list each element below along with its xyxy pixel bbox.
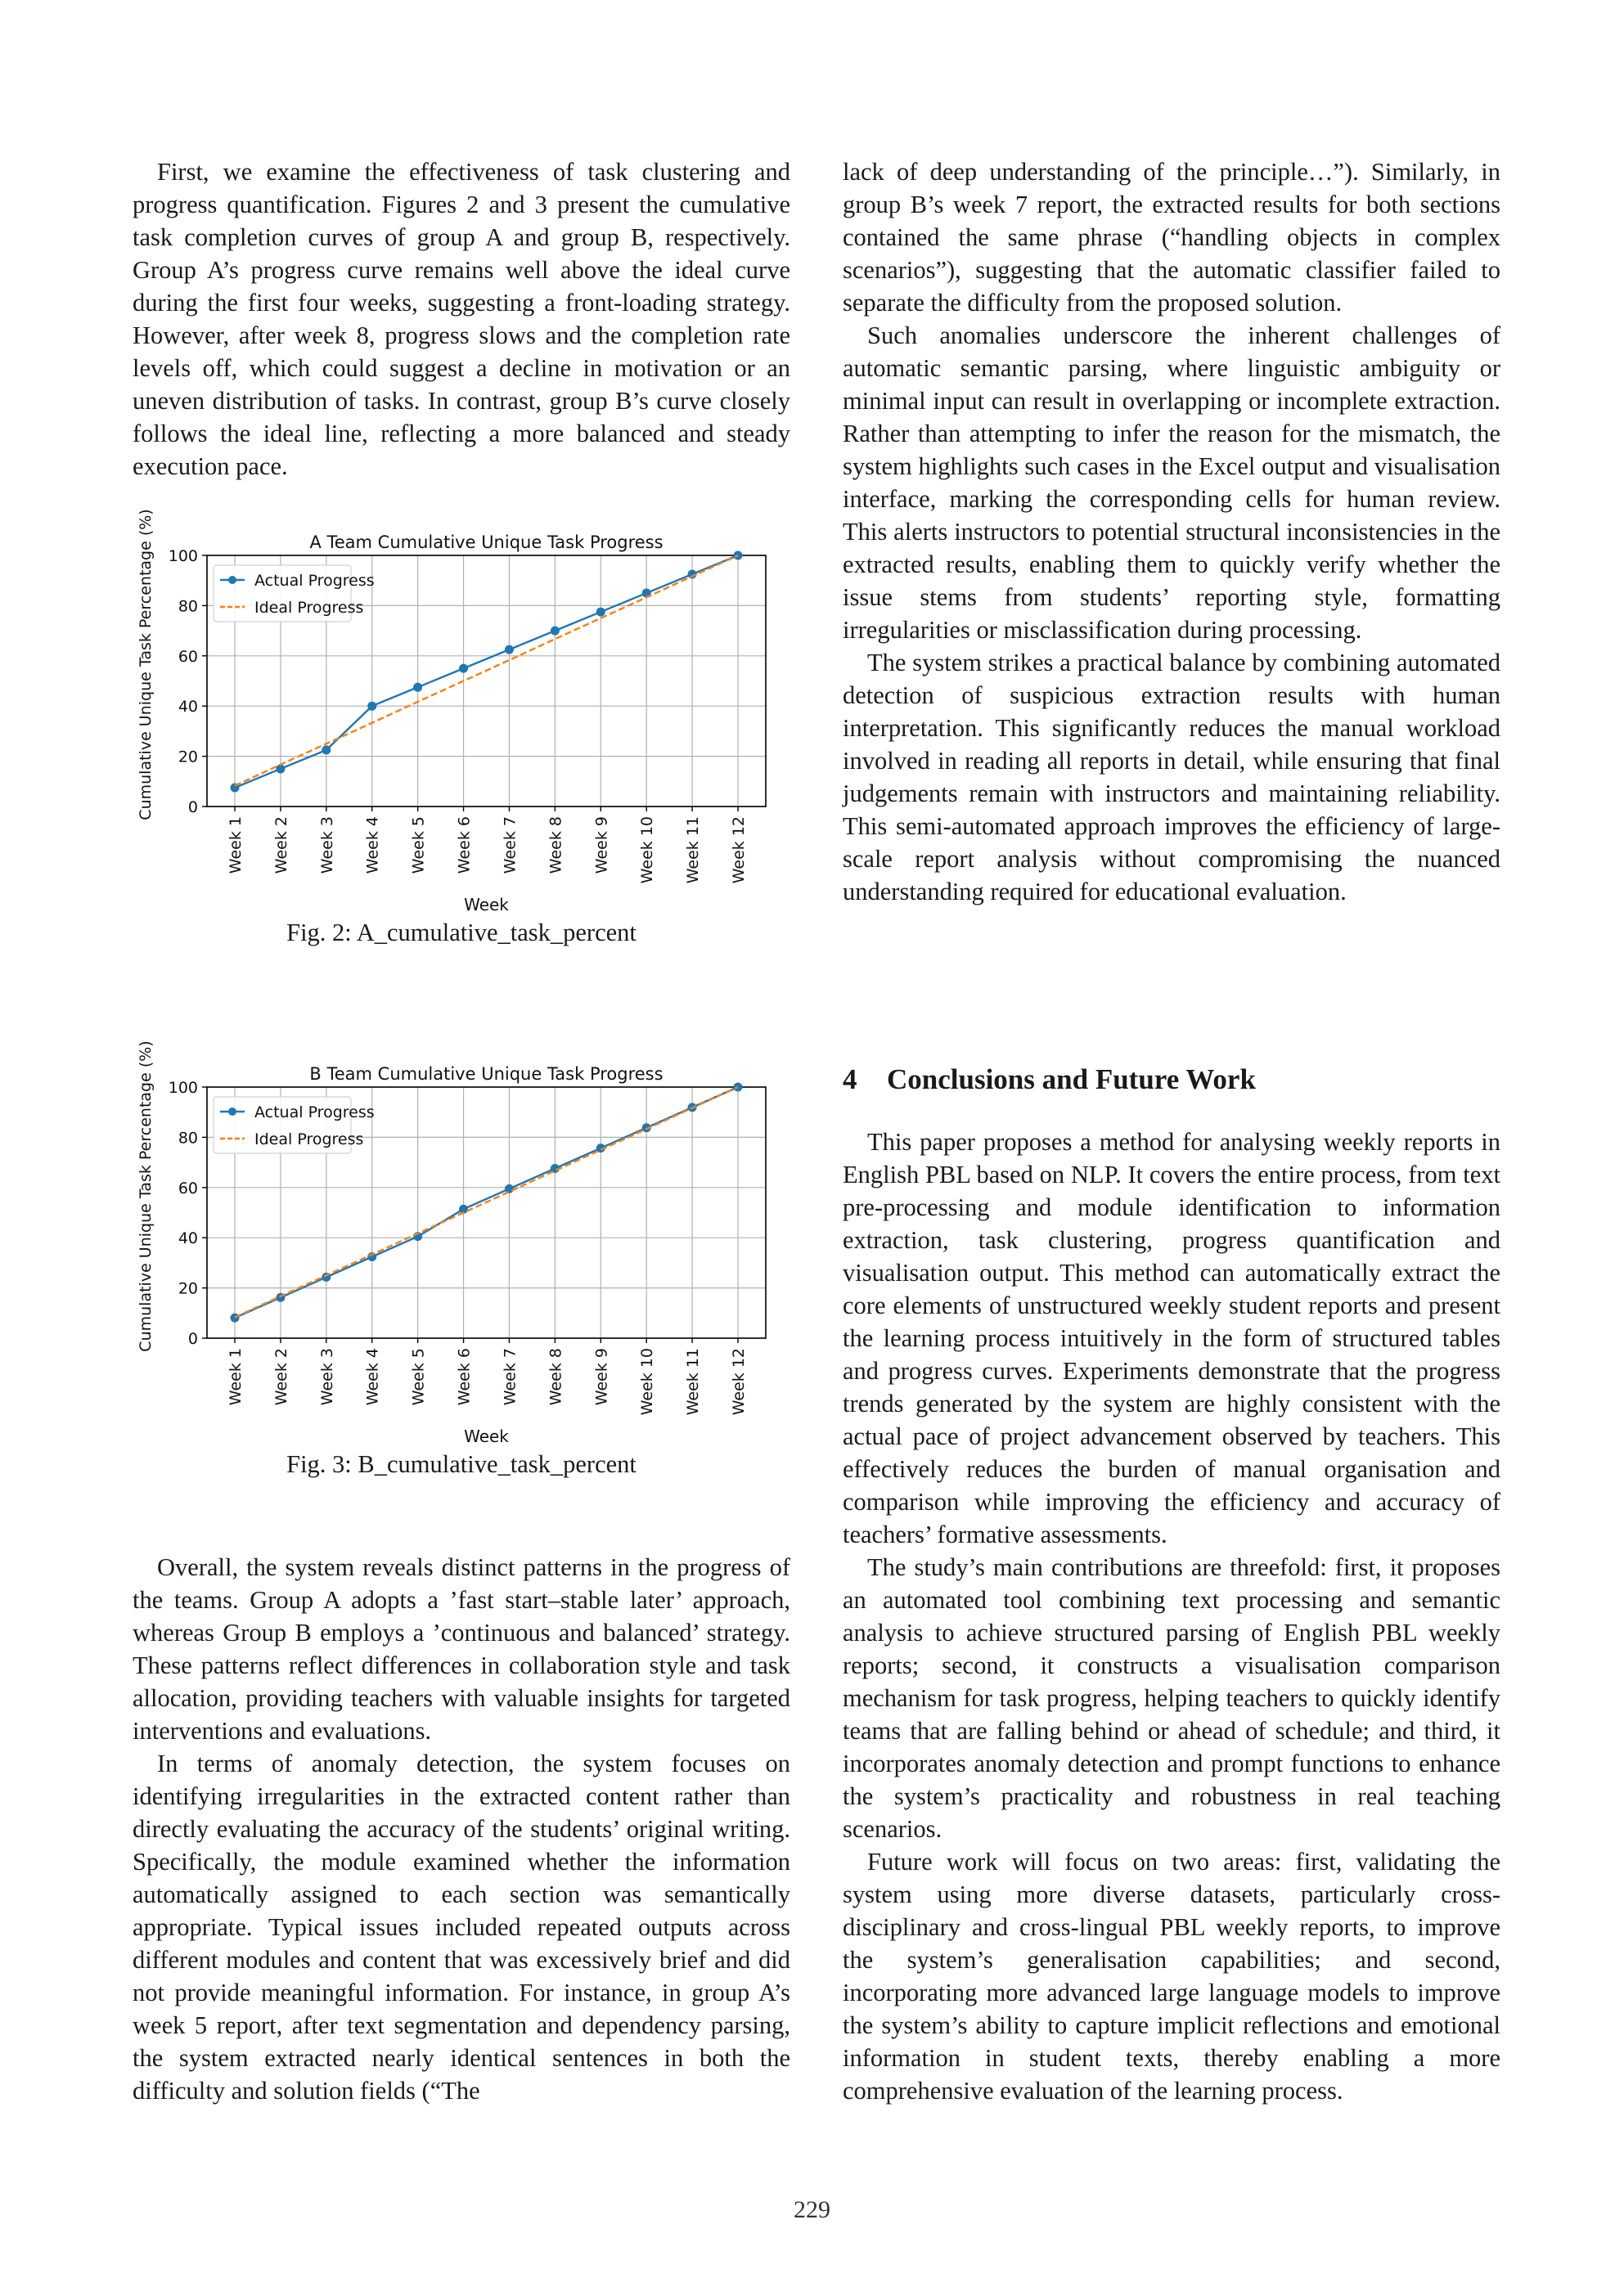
x-tick-label: Week 1 [227, 816, 245, 874]
y-tick-label: 40 [178, 1229, 198, 1248]
paragraph-future-work: Future work will focus on two areas: first, validating the system using more diverse datasets, particularly cross-disciplinary and cross-lingual PBL weekly reports, to improve the system’s generalisation capabilities; and second, incorporating more advanced large language models to improve the system’s ability to capture implicit reflections and emotional information in student texts, thereby enabling a more comprehensive evaluation of the learning process. [843, 1848, 1500, 2105]
x-tick-label: Week 9 [592, 1348, 611, 1406]
x-tick-label: Week 5 [409, 816, 428, 874]
y-tick-label: 20 [178, 1279, 198, 1298]
x-tick-label: Week 12 [730, 1348, 748, 1416]
paragraph-overall-patterns: Overall, the system reveals distinct patterns in the progress of the teams. Group A adopts a ’fast start–stable later’ approach, whereas Group B employs a ’continuous and balanced’ strategy. These patterns reflect differences in collaboration style and task allocation, providing teachers with valuable insights for targeted interventions and evaluations. [133, 1553, 790, 1745]
legend-label: Actual Progress [254, 1103, 375, 1121]
y-tick-label: 60 [178, 1179, 198, 1197]
y-tick-label: 80 [178, 597, 198, 616]
section-heading [843, 1062, 1500, 1098]
legend [214, 565, 375, 622]
x-tick-label: Week 12 [730, 816, 748, 884]
x-tick-label: Week 7 [501, 1348, 520, 1406]
x-tick-label: Week 11 [684, 816, 703, 884]
figure-2 [133, 507, 790, 949]
y-tick-label: 0 [187, 798, 198, 816]
data-point [505, 1184, 514, 1193]
left-column-top [133, 155, 790, 483]
x-tick-label: Week 10 [638, 1348, 657, 1416]
x-tick-label: Week 5 [409, 1348, 428, 1406]
section-4 [843, 1062, 1500, 1098]
x-tick-label: Week 2 [272, 816, 290, 874]
x-tick-label: Week 8 [547, 816, 565, 874]
paragraph-contributions: The study’s main contributions are threefold: first, it proposes an automated tool combining text processing and semantic analysis to achieve structured parsing of English PBL weekly reports; second, it constructs a visualisation comparison mechanism for task progress, helping teachers to quickly identify teams that are falling behind or ahead of schedule; and third, it incorporates anomaly detection and prompt functions to enhance the system’s practicality and robustness in real teaching scenarios. [843, 1553, 1500, 1843]
y-tick-label: 40 [178, 698, 198, 717]
legend-label: Ideal Progress [254, 1130, 364, 1148]
y-axis [169, 547, 207, 816]
y-tick-label: 100 [168, 1079, 198, 1097]
data-point [231, 1314, 240, 1323]
legend [214, 1097, 375, 1153]
left-column-bottom [133, 1551, 790, 2107]
data-point [367, 702, 376, 711]
page-number: 229 [794, 2196, 830, 2223]
chart-b-team-progress [133, 1039, 790, 1446]
x-tick-label: Week 4 [363, 816, 382, 874]
y-axis-label: Cumulative Unique Task Percentage (%) [137, 1040, 155, 1352]
y-tick-label: 60 [178, 647, 198, 666]
x-axis [227, 1338, 748, 1415]
data-point [505, 645, 514, 654]
x-tick-label: Week 3 [317, 1348, 336, 1406]
paragraph-anomaly-examples: lack of deep understanding of the principle…”). Similarly, in group B’s week 7 report, the extracted results for both sections contained the same phrase (“handling objects in complex scenarios”), suggesting that the automatic classifier failed to separate the difficulty from the proposed solution. [843, 158, 1500, 317]
chart-title: B Team Cumulative Unique Task Progress [309, 1064, 664, 1084]
x-axis [227, 807, 748, 883]
x-tick-label: Week 4 [363, 1348, 382, 1406]
figure-2-caption: Fig. 2: A_cumulative_task_percent [286, 919, 637, 946]
y-tick-label: 0 [187, 1330, 198, 1348]
y-axis-label: Cumulative Unique Task Percentage (%) [137, 509, 155, 820]
x-tick-label: Week 3 [317, 816, 336, 874]
paragraph-anomaly-challenges: Such anomalies underscore the inherent challenges of automatic semantic parsing, where linguistic ambiguity or minimal input can result in overlapping or incomplete extraction. Rather than attempting to infer the reason for the mismatch, the system highlights such cases in the Excel output and visualisation interface, marking the corresponding cells for human review. This alerts instructors to potential structural inconsistencies in the extracted results, enabling them to quickly verify whether the issue stems from students’ reporting style, formatting irregularities or misclassification during processing. [843, 321, 1500, 644]
y-tick-label: 20 [178, 748, 198, 766]
data-point [596, 608, 605, 617]
x-axis-label: Week [464, 1427, 509, 1446]
data-point [322, 745, 331, 754]
x-tick-label: Week 1 [227, 1348, 245, 1406]
x-tick-label: Week 6 [455, 1348, 474, 1406]
y-tick-label: 80 [178, 1129, 198, 1148]
section-number: 4 [843, 1063, 857, 1095]
x-tick-label: Week 9 [592, 816, 611, 874]
legend-label: Ideal Progress [254, 599, 364, 617]
paragraph-practical-balance: The system strikes a practical balance by combining automated detection of suspicious extraction results with human interpretation. This significantly reduces the manual workload involved in reading all reports in detail, while ensuring that final judgements remain with instructors and maintaining reliability. This semi-automated approach improves the efficiency of large-scale report analysis without compromising the nuanced understanding required for educational evaluation. [843, 649, 1500, 905]
paragraph-task-clustering: First, we examine the effectiveness of task clustering and progress quantification. Figures 2 and 3 present the cumulative task completion curves of group A and group B, respectively. Group A’s progress curve remains well above the ideal curve during the first four weeks, suggesting a front-loading strategy. However, after week 8, progress slows and the completion rate levels off, which could suggest a decline in motivation or an uneven distribution of tasks. In contrast, group B’s curve closely follows the ideal line, reflecting a more balanced and steady execution pace. [133, 158, 790, 480]
paragraph-conclusion-summary: This paper proposes a method for analysing weekly reports in English PBL based on NLP. It covers the entire process, from text pre-processing and module identification to information extraction, task clustering, progress quantification and visualisation output. This method can automatically extract the core elements of unstructured weekly student reports and present the learning process intuitively in the form of structured tables and progress curves. Experiments demonstrate that the progress trends generated by the system are highly consistent with the actual pace of project advancement observed by teachers. This effectively reduces the burden of manual organisation and comparison while improving the efficiency and accuracy of teachers’ formative assessments. [843, 1128, 1500, 1548]
data-point [459, 664, 468, 673]
chart-a-team-progress [133, 507, 790, 914]
paragraph-anomaly-detection: In terms of anomaly detection, the system focuses on identifying irregularities in the extracted content rather than directly evaluating the accuracy of the students’ original writing. Specifically, the module examined whether the information automatically assigned to each section was semantically appropriate. Typical issues included repeated outputs across different modules and content that was excessively brief and did not provide meaningful information. For instance, in group A’s week 5 report, after text segmentation and dependency parsing, the system extracted nearly identical sentences in both the difficulty and solution fields (“The [133, 1750, 790, 2105]
y-axis [169, 1079, 207, 1348]
data-point [551, 627, 560, 636]
x-tick-label: Week 2 [272, 1348, 290, 1406]
figure-3 [133, 1039, 790, 1480]
y-tick-label: 100 [168, 547, 198, 565]
x-tick-label: Week 7 [501, 816, 520, 874]
x-tick-label: Week 6 [455, 816, 474, 874]
section-title: Conclusions and Future Work [887, 1063, 1256, 1095]
right-column-bottom [843, 1126, 1500, 2107]
right-column-top [843, 155, 1500, 908]
x-tick-label: Week 8 [547, 1348, 565, 1406]
legend-label: Actual Progress [254, 572, 375, 590]
figure-3-caption: Fig. 3: B_cumulative_task_percent [286, 1450, 637, 1478]
data-point [413, 683, 422, 692]
x-tick-label: Week 11 [684, 1348, 703, 1416]
chart-title: A Team Cumulative Unique Task Progress [309, 532, 664, 552]
x-axis-label: Week [464, 895, 509, 914]
data-point [276, 764, 285, 773]
x-tick-label: Week 10 [638, 816, 657, 884]
